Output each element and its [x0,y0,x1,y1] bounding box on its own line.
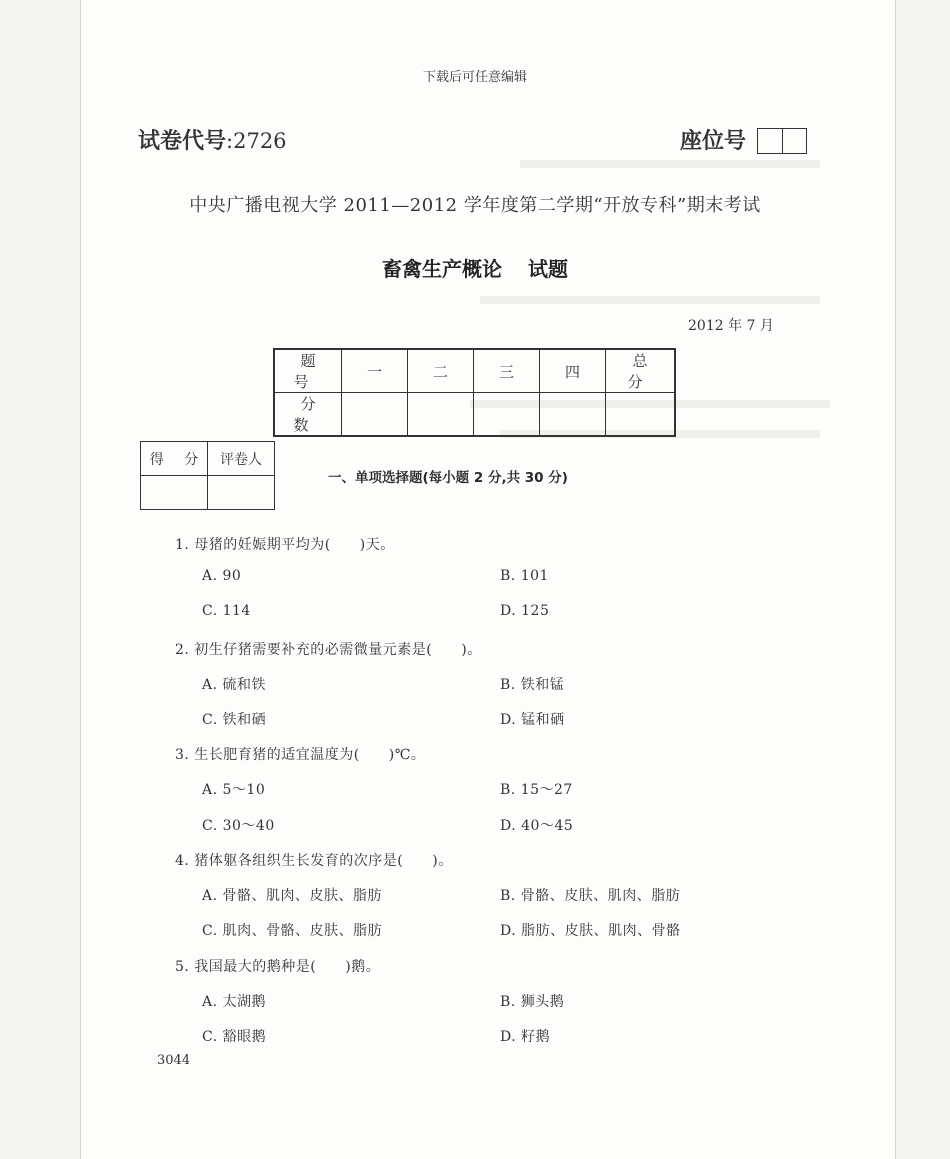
exam-line: 中央广播电视大学 2011—2012 学年度第二学期“开放专科”期末考试 [189,195,761,216]
paper-code-value: :2726 [226,129,287,153]
question-2-option-a: A. 硫和铁 [202,677,267,693]
question-1-option-d: D. 125 [500,603,550,619]
question-4-option-c: C. 肌肉、骨骼、皮肤、脂肪 [202,923,383,939]
question-1-option-b: B. 101 [500,568,549,584]
question-2-option-b: B. 铁和锰 [500,677,565,693]
grader-score-label: 得 分 [141,442,208,476]
question-3-option-a: A. 5～10 [202,782,266,798]
grader-table [140,441,275,510]
grader-name-cell [208,476,275,510]
question-1-option-a: A. 90 [202,568,242,584]
score-table-score-row [274,393,675,437]
paper-code-label: 试卷代号 [138,129,227,154]
score-summary-table [273,348,676,437]
score-table-column: 三 [474,349,540,393]
paper-title-suffix: 试题 [528,257,568,281]
page-number: 3044 [157,1053,191,1068]
score-table-column: 四 [540,349,606,393]
question-4-option-d: D. 脂肪、皮肤、肌肉、骨骼 [500,923,681,939]
question-3: 3. 生长肥育猪的适宜温度为( )℃。 [175,747,426,763]
question-5-option-b: B. 狮头鹅 [500,994,565,1010]
grader-score-cell [141,476,208,510]
score-table-column: 二 [408,349,474,393]
paper-code [138,124,287,155]
score-table-row-label: 题 号 [274,349,342,393]
question-5: 5. 我国最大的鹅种是( )鹅。 [175,959,381,975]
header-note: 下载后可任意编辑 [422,70,527,85]
page-edge-left [80,0,81,1159]
question-2-option-c: C. 铁和硒 [202,712,267,728]
question-3-option-c: C. 30～40 [202,818,275,834]
question-4-option-b: B. 骨骼、皮肤、肌肉、脂肪 [500,888,681,904]
question-5-option-d: D. 籽鹅 [500,1029,551,1045]
section-title: 一、单项选择题(每小题 2 分,共 30 分) [328,470,568,486]
score-table-row-label: 分 数 [274,393,342,437]
score-table-column: 总 分 [606,349,676,393]
question-5-option-a: A. 太湖鹅 [202,994,267,1010]
score-table-column: 一 [342,349,408,393]
bleed-through-mark [480,296,820,304]
score-cell [474,393,540,437]
question-3-option-b: B. 15～27 [500,782,573,798]
paper-title [0,253,950,282]
seat-label: 座位号 [680,129,747,154]
question-1: 1. 母猪的妊娠期平均为( )天。 [175,537,395,553]
score-cell [540,393,606,437]
exam-date: 2012 年 7 月 [688,318,774,334]
question-5-option-c: C. 豁眼鹅 [202,1029,267,1045]
bleed-through-mark [520,160,820,168]
page-edge-right [895,0,896,1159]
paper-title-subject: 畜禽生产概论 [382,257,502,281]
score-cell [408,393,474,437]
score-cell [606,393,676,437]
question-2: 2. 初生仔猪需要补充的必需微量元素是( )。 [175,642,482,658]
grader-label: 评卷人 [208,442,275,476]
seat-number-boxes [757,128,807,154]
score-cell [342,393,408,437]
question-4: 4. 猪体躯各组织生长发育的次序是( )。 [175,853,453,869]
question-4-option-a: A. 骨骼、肌肉、皮肤、脂肪 [202,888,383,904]
question-1-option-c: C. 114 [202,603,251,619]
question-2-option-d: D. 锰和硒 [500,712,565,728]
score-table-header-row [274,349,675,393]
question-3-option-d: D. 40～45 [500,818,574,834]
